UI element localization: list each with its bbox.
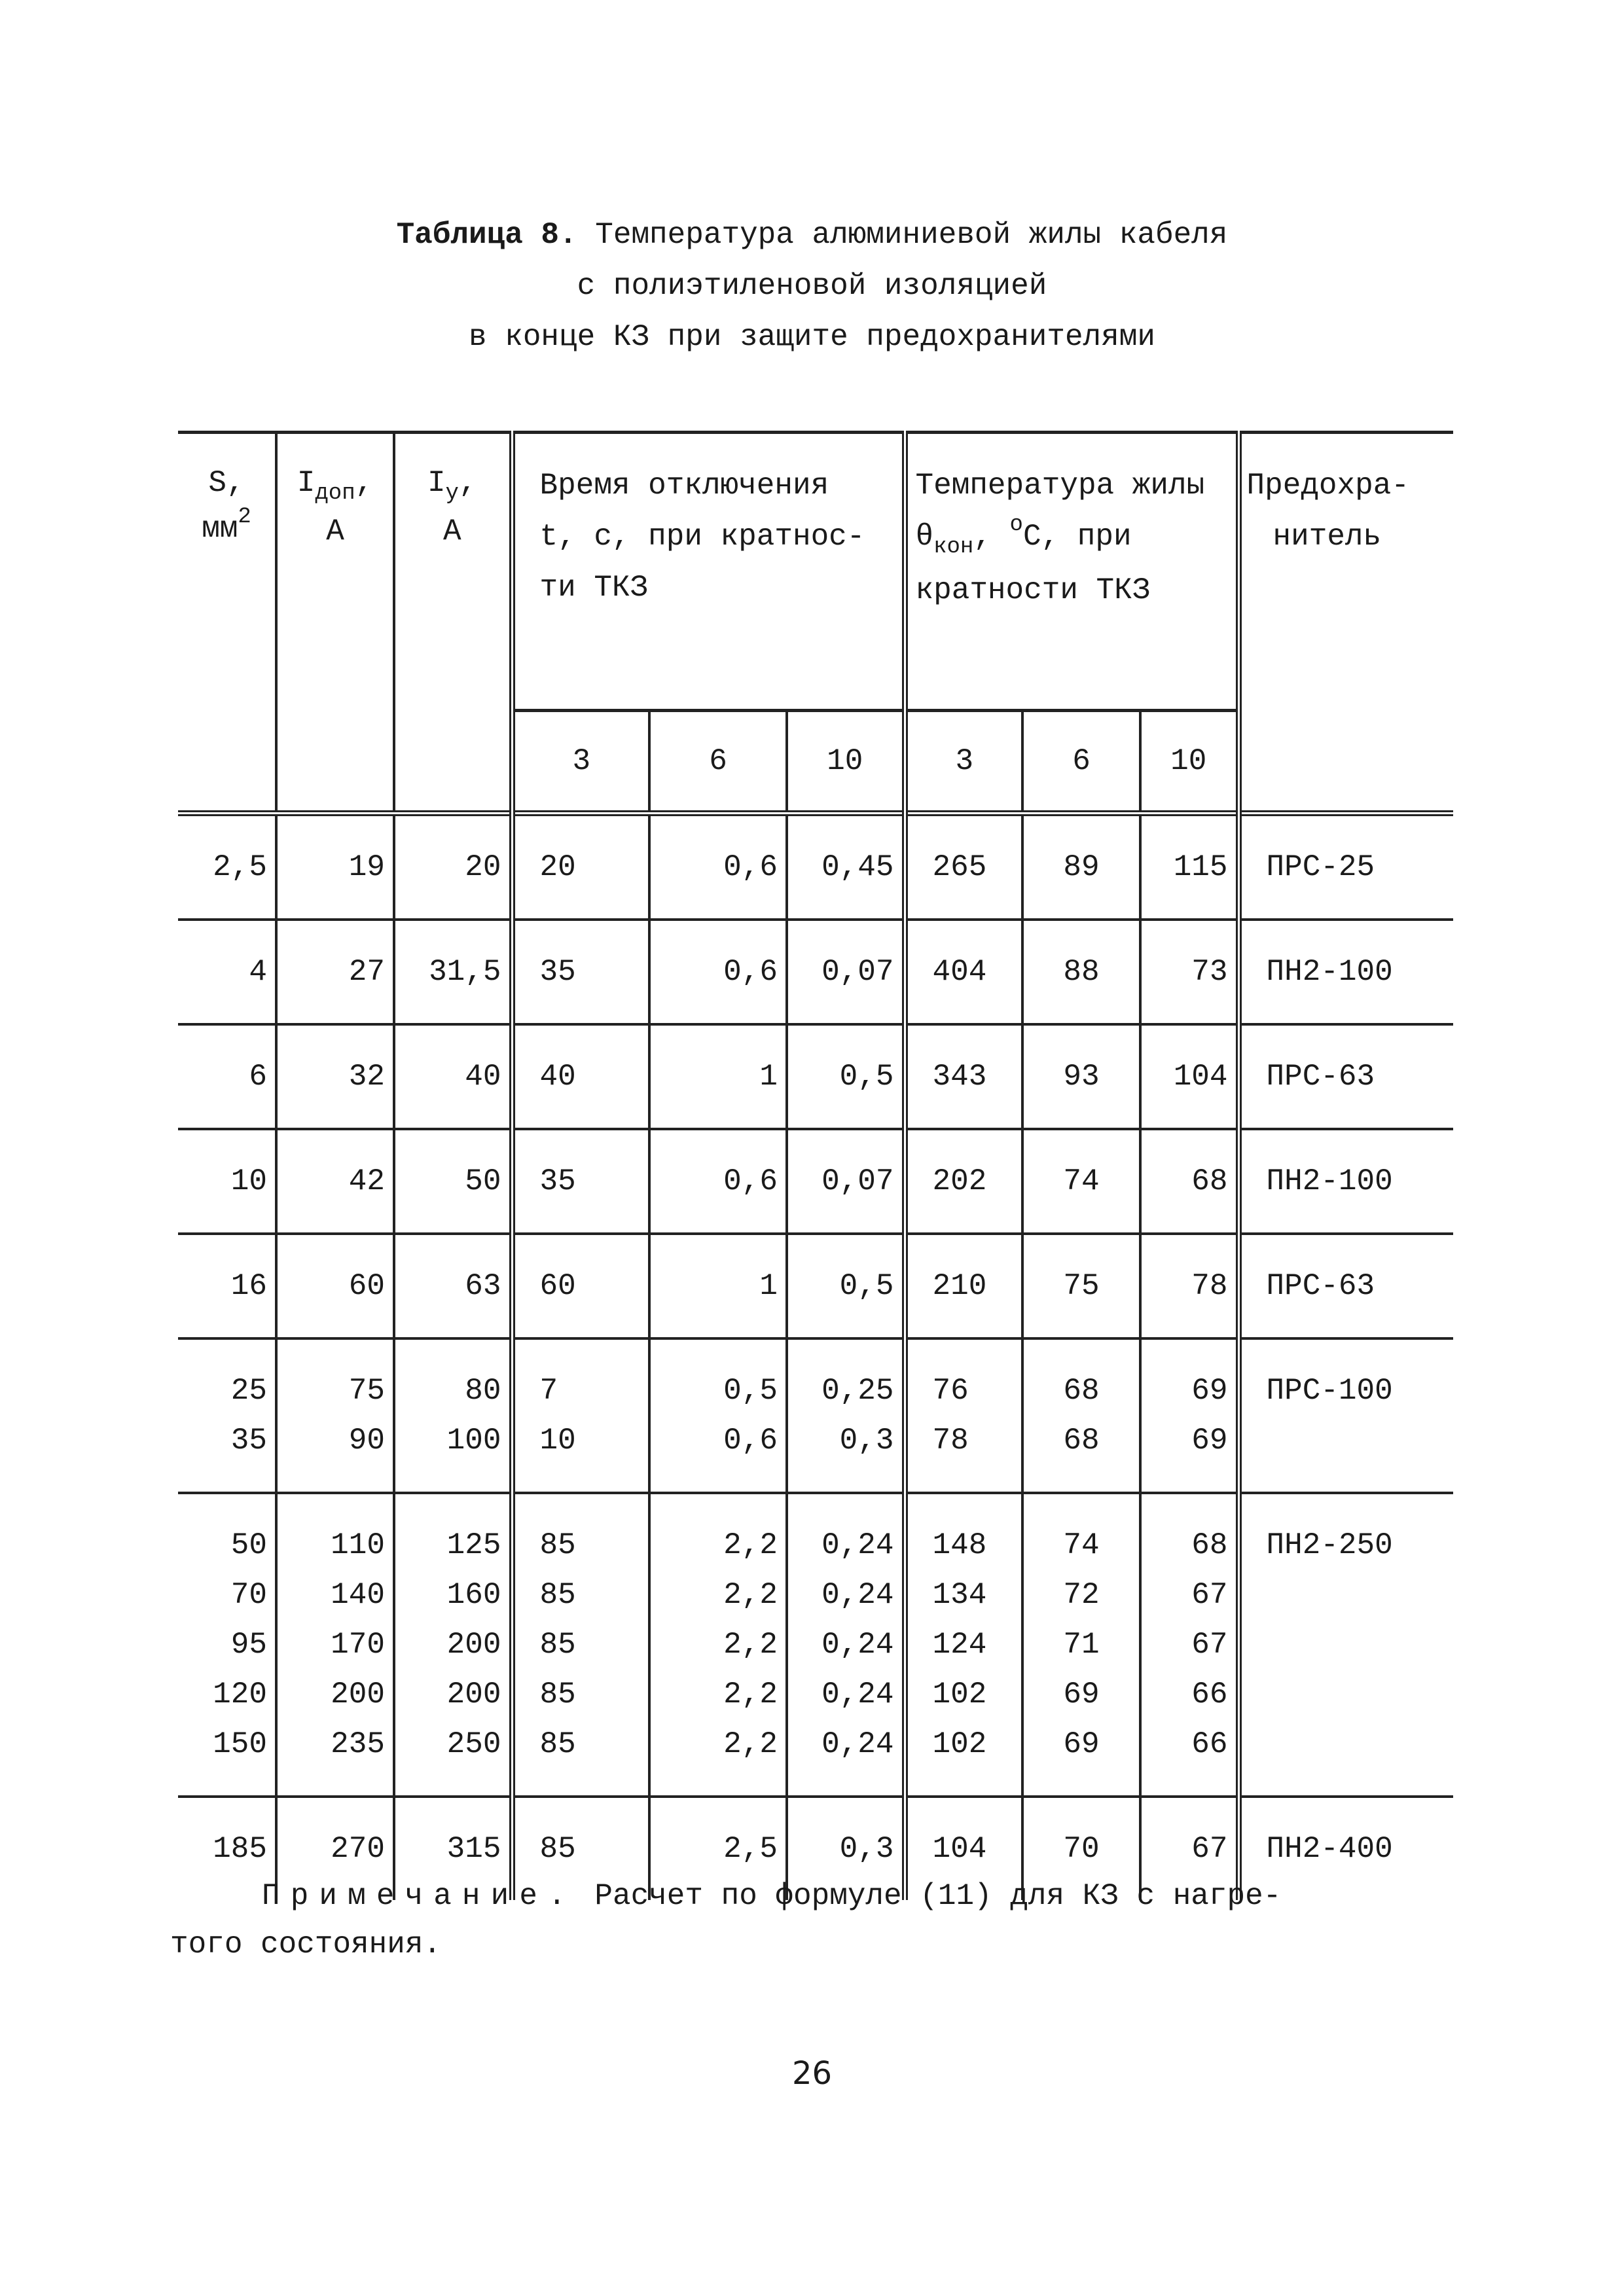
header-mult-temp-10: 10 (1140, 711, 1238, 814)
header-temp: Температура жилы $\theta_{кон}$, $^о$С, при кратности ТКЗ (905, 433, 1238, 711)
cell-th3: 343 (905, 1024, 1022, 1129)
cell-fuse: ПН2-100 (1238, 1129, 1453, 1234)
cell-th10: 68 (1140, 1129, 1238, 1234)
cell-th10: 68 67 67 66 66 (1140, 1493, 1238, 1797)
cell-s: 185 (213, 1832, 267, 1866)
title-line-2: с полиэтиленовой изоляцией (577, 269, 1047, 303)
cell-iy: 80 100 (394, 1338, 512, 1493)
table-row (178, 1234, 1453, 1338)
table-header (178, 433, 1453, 814)
cell-iy: 125 160 200 200 250 (394, 1493, 512, 1797)
header-mult-temp-3: 3 (905, 711, 1022, 814)
cell-fuse: ПРС-63 (1238, 1024, 1453, 1129)
cell-th10: 78 (1140, 1234, 1238, 1338)
cell-s: 6 (178, 1024, 276, 1129)
cell-s: 2,5 (178, 814, 276, 920)
title-text-1: Температура алюминиевой жилы кабеля (595, 218, 1228, 252)
cell-th6: 89 (1022, 814, 1140, 920)
cell-fuse: ПН2-400 (1238, 1797, 1453, 1900)
cell-th6: 74 72 71 69 69 (1022, 1493, 1140, 1797)
cell-t3: 20 (512, 814, 649, 920)
header-mult-time-10: 10 (787, 711, 905, 814)
cell-fuse: ПРС-100 (1238, 1338, 1453, 1493)
note-text-2: того состояния. (170, 1928, 442, 1962)
cell-iy: 20 (394, 814, 512, 920)
table-body (178, 814, 1453, 1901)
cell-t10: 0,3 (787, 1797, 905, 1900)
cell-idop: 60 (276, 1234, 394, 1338)
cell-s: 50 70 95 120 150 (178, 1493, 276, 1797)
cell-t6: 0,6 (649, 814, 787, 920)
cell-t6: 2,5 (649, 1797, 787, 1900)
header-s: S, $мм^2$ (178, 433, 276, 814)
cell-th6: 88 (1022, 920, 1140, 1024)
cell-th10: 69 69 (1140, 1338, 1238, 1493)
cell-t10: 0,5 (787, 1024, 905, 1129)
cell-th3: 202 (905, 1129, 1022, 1234)
table-row (178, 1338, 1453, 1493)
cell-fuse: ПРС-63 (1238, 1234, 1453, 1338)
note-text: Расчет по формуле (11) для КЗ с нагре- (594, 1879, 1282, 1913)
cell-th6: 93 (1022, 1024, 1140, 1129)
cell-t10: 0,5 (787, 1234, 905, 1338)
cell-iy: 31,5 (394, 920, 512, 1024)
header-time: Время отключения t, с, при кратнос- ти ТКЗ (512, 433, 905, 711)
cell-t6: 0,6 (649, 920, 787, 1024)
cell-fuse: ПРС-25 (1238, 814, 1453, 920)
cell-t3: 7 10 (512, 1338, 649, 1493)
cell-th3: 265 (905, 814, 1022, 920)
cell-s: 10 (178, 1129, 276, 1234)
cell-iy: 63 (394, 1234, 512, 1338)
cell-iy: 315 (394, 1797, 512, 1900)
cell-idop: 110 140 170 200 235 (276, 1493, 394, 1797)
cell-s: 4 (178, 920, 276, 1024)
cell-idop: 27 (276, 920, 394, 1024)
cell-th10: 115 (1140, 814, 1238, 920)
cell-th10: 104 (1140, 1024, 1238, 1129)
note-label: Примечание. (262, 1879, 577, 1913)
cell-th10: 67 (1140, 1797, 1238, 1900)
table-row (178, 1024, 1453, 1129)
cell-t3: 60 (512, 1234, 649, 1338)
cell-th10: 73 (1140, 920, 1238, 1024)
cell-idop: 270 (276, 1797, 394, 1900)
cell-th6: 70 (1022, 1797, 1140, 1900)
cell-t6: 2,2 2,2 2,2 2,2 2,2 (649, 1493, 787, 1797)
cell-th3: 76 78 (905, 1338, 1022, 1493)
cell-t6: 1 (649, 1024, 787, 1129)
table-row (178, 814, 1453, 920)
cell-th6: 68 68 (1022, 1338, 1140, 1493)
table-row (178, 1129, 1453, 1234)
cell-th3: 210 (905, 1234, 1022, 1338)
header-idop: $I_{доп}$, А (276, 433, 394, 814)
header-mult-temp-6: 6 (1022, 711, 1140, 814)
cell-iy: 50 (394, 1129, 512, 1234)
cell-idop: 19 (276, 814, 394, 920)
cell-t6: 1 (649, 1234, 787, 1338)
cell-idop: 42 (276, 1129, 394, 1234)
data-table (178, 431, 1453, 1900)
title-line-1 (0, 209, 1624, 260)
cell-s: 16 (178, 1234, 276, 1338)
cell-th6: 75 (1022, 1234, 1140, 1338)
cell-t6: 0,5 0,6 (649, 1338, 787, 1493)
page-number: 26 (791, 2055, 833, 2092)
cell-th3: 404 (905, 920, 1022, 1024)
cell-idop: 75 90 (276, 1338, 394, 1493)
cell-t3: 40 (512, 1024, 649, 1129)
cell-th6: 74 (1022, 1129, 1140, 1234)
cell-t6: 0,6 (649, 1129, 787, 1234)
cell-fuse: ПН2-100 (1238, 920, 1453, 1024)
title-line-3: в конце КЗ при защите предохранителями (469, 320, 1155, 354)
cell-th3: 104 (905, 1797, 1022, 1900)
cell-t3: 85 (512, 1797, 649, 1900)
cell-iy: 40 (394, 1024, 512, 1129)
cell-idop: 32 (276, 1024, 394, 1129)
table-title (0, 209, 1624, 363)
header-fuse: Предохра- нитель (1238, 433, 1453, 814)
note (170, 1872, 1453, 1969)
table-row (178, 920, 1453, 1024)
header-iy: $I_у$, А (394, 433, 512, 814)
cell-t10: 0,25 0,3 (787, 1338, 905, 1493)
table-row (178, 1493, 1453, 1797)
cell-t3: 85 85 85 85 85 (512, 1493, 649, 1797)
cell-t10: 0,07 (787, 1129, 905, 1234)
cell-t10: 0,24 0,24 0,24 0,24 0,24 (787, 1493, 905, 1797)
header-mult-time-6: 6 (649, 711, 787, 814)
header-mult-time-3: 3 (512, 711, 649, 814)
cell-t3: 35 (512, 1129, 649, 1234)
table-label: Таблица 8. (396, 218, 577, 252)
cell-t10: 0,07 (787, 920, 905, 1024)
cell-t3: 35 (512, 920, 649, 1024)
cell-th3: 148 134 124 102 102 (905, 1493, 1022, 1797)
cell-fuse: ПН2-250 (1238, 1493, 1453, 1797)
cell-s: 25 35 (178, 1338, 276, 1493)
cell-t10: 0,45 (787, 814, 905, 920)
